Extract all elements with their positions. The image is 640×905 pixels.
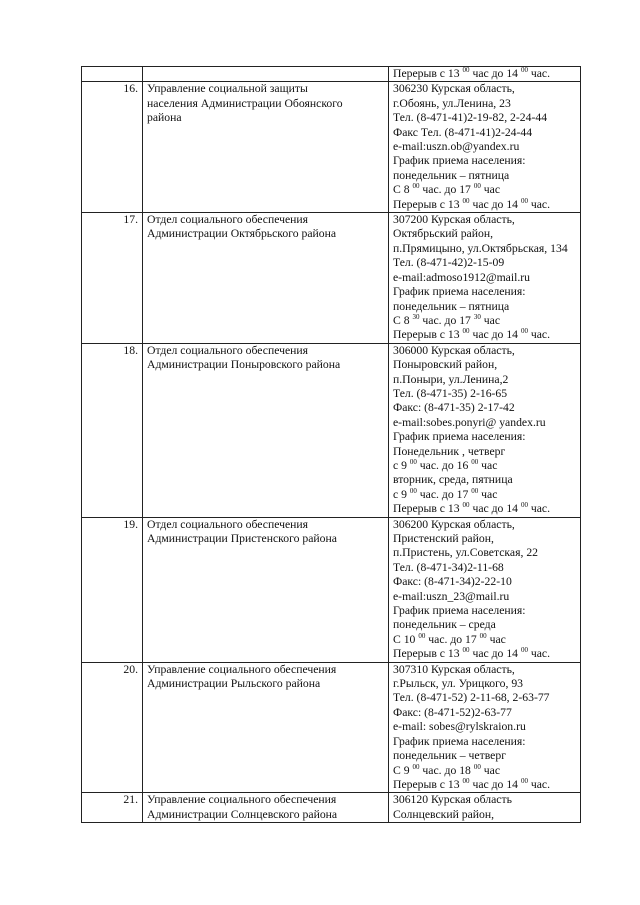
organization-name xyxy=(143,662,389,793)
contact-info-line xyxy=(393,604,576,618)
contact-info-line xyxy=(393,735,576,749)
time-minutes-superscript: 30 xyxy=(412,312,420,321)
document-table xyxy=(81,66,581,823)
time-minutes-superscript: 00 xyxy=(473,182,481,191)
contact-info-line xyxy=(393,328,576,342)
row-number: 21. xyxy=(82,793,143,823)
contact-info-text: Факс: (8-471-35) 2-17-42 xyxy=(393,401,515,415)
organization-name xyxy=(143,517,389,662)
time-minutes-superscript: 00 xyxy=(479,631,487,640)
contact-info-line xyxy=(393,344,576,358)
contact-info-line xyxy=(393,808,576,822)
time-minutes-superscript: 00 xyxy=(462,776,470,785)
contact-info-line xyxy=(393,706,576,720)
contact-info-line xyxy=(393,169,576,183)
contact-info-line xyxy=(393,459,576,473)
organization-name-line: Отдел социального обеспечения xyxy=(147,213,309,227)
organization-name-line: Отдел социального обеспечения xyxy=(147,343,309,357)
contact-info-text: Перерыв с 13 xyxy=(393,67,463,80)
contact-info-line xyxy=(393,97,576,111)
contact-info-text: С 8 xyxy=(393,183,413,197)
contact-info-text: Факс Тел. (8-471-41)2-24-44 xyxy=(393,125,533,139)
contact-info xyxy=(389,343,581,517)
time-minutes-superscript: 00 xyxy=(520,501,528,510)
contact-info-text: час. до 17 xyxy=(419,313,474,327)
contact-info-text: Поныровский район, xyxy=(393,358,498,372)
contact-info-text: понедельник – пятница xyxy=(393,299,510,313)
contact-info-line xyxy=(393,793,576,807)
organization-name-line: Администрации Рыльского района xyxy=(147,677,321,691)
contact-info-text: понедельник – среда xyxy=(393,618,496,632)
contact-info-line xyxy=(393,691,576,705)
contact-info-text: График приема населения: xyxy=(393,604,526,618)
contact-info-text: п.Прямицыно, ул.Октябрьская, 134 xyxy=(393,241,568,255)
contact-info-line xyxy=(393,213,576,227)
time-minutes-superscript: 00 xyxy=(462,196,470,205)
contact-info-text: График приема населения: xyxy=(393,734,526,748)
contact-info-line xyxy=(393,518,576,532)
organization-name-line: района xyxy=(147,111,182,125)
contact-info-text: час. xyxy=(527,777,551,791)
contact-info-text: Солнцевский район, xyxy=(393,807,495,821)
contact-info-text: e-mail:admoso1912@mail.ru xyxy=(393,270,531,284)
contact-info-line xyxy=(393,373,576,387)
contact-info-text: Перерыв с 13 xyxy=(393,328,463,342)
time-minutes-superscript: 00 xyxy=(462,66,470,74)
contact-info-line xyxy=(393,720,576,734)
time-minutes-superscript: 00 xyxy=(418,631,426,640)
organization-name-line: Управление социальной защиты xyxy=(147,82,308,96)
time-minutes-superscript: 00 xyxy=(409,486,417,495)
contact-info-line xyxy=(393,647,576,661)
contact-info-text: График приема населения: xyxy=(393,154,526,168)
time-minutes-superscript: 00 xyxy=(520,646,528,655)
contact-info-text: С 9 xyxy=(393,763,413,777)
contact-info-text: с 9 xyxy=(393,487,410,501)
contact-info-text: 307200 Курская область, xyxy=(393,213,515,227)
contact-info-line xyxy=(393,256,576,270)
contact-info-line xyxy=(393,764,576,778)
time-minutes-superscript: 00 xyxy=(471,457,479,466)
contact-info-text: Перерыв с 13 xyxy=(393,647,463,661)
contact-info-line xyxy=(393,561,576,575)
contact-info-text: График приема населения: xyxy=(393,285,526,299)
contact-info-line xyxy=(393,111,576,125)
contact-info-line xyxy=(393,749,576,763)
table-row xyxy=(82,662,581,793)
contact-info-text: e-mail:uszn_23@mail.ru xyxy=(393,589,510,603)
organization-name xyxy=(143,793,389,823)
contact-info-text: г.Рыльск, ул. Урицкого, 93 xyxy=(393,677,524,691)
contact-info-text: 306120 Курская область xyxy=(393,793,512,807)
contact-info-line xyxy=(393,285,576,299)
contact-info-text: Тел. (8-471-34)2-11-68 xyxy=(393,560,504,574)
table-row xyxy=(82,67,581,82)
contact-info-line xyxy=(393,445,576,459)
table-row xyxy=(82,517,581,662)
row-number: 18. xyxy=(82,343,143,517)
contact-info-text: час. до 18 xyxy=(419,763,474,777)
table-body xyxy=(82,67,581,823)
contact-info-text: Факс: (8-471-52)2-63-77 xyxy=(393,705,512,719)
contact-info-line xyxy=(393,778,576,792)
contact-info-text: час. xyxy=(527,502,551,516)
contact-info-text: час xyxy=(478,487,498,501)
contact-info-line xyxy=(393,358,576,372)
contact-info-line xyxy=(393,227,576,241)
contact-info-text: Тел. (8-471-52) 2-11-68, 2-63-77 xyxy=(393,691,550,705)
contact-info-line xyxy=(393,590,576,604)
contact-info-line xyxy=(393,430,576,444)
table-row xyxy=(82,793,581,823)
contact-info-text: 307310 Курская область, xyxy=(393,662,515,676)
contact-info-text: Перерыв с 13 xyxy=(393,777,463,791)
contact-info-text: час. до 17 xyxy=(425,632,480,646)
organization-name xyxy=(143,343,389,517)
contact-info-text: час до 14 xyxy=(469,328,521,342)
organization-name-line: Администрации Октябрьского района xyxy=(147,227,337,241)
time-minutes-superscript: 00 xyxy=(471,486,479,495)
contact-info-text: График приема населения: xyxy=(393,430,526,444)
contact-info-text: Тел. (8-471-35) 2-16-65 xyxy=(393,386,508,400)
contact-info-text: С 10 xyxy=(393,632,419,646)
contact-info-text: п.Пристень, ул.Советская, 22 xyxy=(393,546,539,560)
time-minutes-superscript: 00 xyxy=(462,501,470,510)
contact-info-text: час xyxy=(480,763,501,777)
contact-info-text: час. до 16 xyxy=(416,458,472,472)
contact-info-text: Пристенский район, xyxy=(393,532,494,545)
row-number: 17. xyxy=(82,213,143,344)
table-row xyxy=(82,343,581,517)
contact-info-text: 306200 Курская область, xyxy=(393,517,515,531)
contact-info-text: г.Обоянь, ул.Ленина, 23 xyxy=(393,96,511,110)
organization-name-line: Администрации Пристенского района xyxy=(147,532,337,545)
row-number: 16. xyxy=(82,82,143,213)
contact-info-text: С 8 xyxy=(393,313,413,327)
contact-info-line xyxy=(393,387,576,401)
contact-info-text: час. до 17 xyxy=(419,183,474,197)
contact-info-text: час. xyxy=(527,197,551,211)
contact-info-line xyxy=(393,242,576,256)
contact-info-text: час xyxy=(480,183,501,197)
contact-info-text: вторник, среда, пятница xyxy=(393,473,513,487)
contact-info-line xyxy=(393,67,576,81)
contact-info-line xyxy=(393,314,576,328)
organization-name xyxy=(143,82,389,213)
row-number: 19. xyxy=(82,517,143,662)
time-minutes-superscript: 00 xyxy=(462,327,470,336)
contact-info-line xyxy=(393,198,576,212)
time-minutes-superscript: 00 xyxy=(412,762,420,771)
time-minutes-superscript: 00 xyxy=(473,762,481,771)
contact-info-text: час xyxy=(480,313,501,327)
time-minutes-superscript: 00 xyxy=(520,196,528,205)
contact-info-text: Октябрьский район, xyxy=(393,227,494,241)
contact-info-line xyxy=(393,532,576,546)
contact-info-text: Перерыв с 13 xyxy=(393,502,463,516)
contact-info-text: Перерыв с 13 xyxy=(393,197,463,211)
time-minutes-superscript: 00 xyxy=(520,776,528,785)
organization-name xyxy=(143,213,389,344)
contact-info-line xyxy=(393,183,576,197)
contact-info-text: понедельник – пятница xyxy=(393,168,510,182)
time-minutes-superscript: 00 xyxy=(520,66,528,74)
contact-info-line xyxy=(393,82,576,96)
contact-info-text: час до 14 xyxy=(469,777,521,791)
organization-name-line: Администрации Поныровского района xyxy=(147,358,341,372)
contact-info-text: Понедельник , четверг xyxy=(393,444,506,458)
contact-info-text: час до 14 xyxy=(469,502,521,516)
contact-info-line xyxy=(393,502,576,516)
table-row xyxy=(82,213,581,344)
contact-info-line xyxy=(393,488,576,502)
organization-name-line: Отдел социального обеспечения xyxy=(147,517,309,531)
contact-info-text: e-mail: sobes@rylskraion.ru xyxy=(393,720,526,734)
contact-info-text: час до 14 xyxy=(469,67,521,80)
organization-name-line: населения Администрации Обоянского xyxy=(147,96,343,110)
table-row xyxy=(82,82,581,213)
contact-info-line xyxy=(393,677,576,691)
contact-info-text: e-mail:uszn.ob@yandex.ru xyxy=(393,140,520,154)
time-minutes-superscript: 00 xyxy=(409,457,417,466)
contact-info-line xyxy=(393,154,576,168)
time-minutes-superscript: 00 xyxy=(462,646,470,655)
contact-info-text: час xyxy=(486,632,506,646)
contact-info-line xyxy=(393,401,576,415)
contact-info-text: с 9 xyxy=(393,458,410,472)
contact-info-text: 306230 Курская область, xyxy=(393,82,515,96)
time-minutes-superscript: 30 xyxy=(473,312,481,321)
contact-info-text: e-mail:sobes.ponyri@ yandex.ru xyxy=(393,415,546,429)
contact-info-text: час до 14 xyxy=(469,197,521,211)
organization-name xyxy=(143,67,389,82)
contact-info xyxy=(389,662,581,793)
organization-name-line: Управление социального обеспечения xyxy=(147,793,337,807)
contact-info-line xyxy=(393,300,576,314)
row-number: 20. xyxy=(82,662,143,793)
organization-name-line: Управление социального обеспечения xyxy=(147,662,337,676)
contact-info-text: час. xyxy=(527,647,551,661)
contact-info xyxy=(389,793,581,823)
contact-info-line xyxy=(393,271,576,285)
contact-info-text: Тел. (8-471-42)2-15-09 xyxy=(393,256,505,270)
contact-info-text: час. xyxy=(527,328,551,342)
contact-info-text: 306000 Курская область, xyxy=(393,343,515,357)
contact-info-text: час. xyxy=(527,67,551,80)
contact-info-text: час. до 17 xyxy=(416,487,472,501)
contact-info-line xyxy=(393,140,576,154)
contact-info-text: час до 14 xyxy=(469,647,521,661)
contact-info-line xyxy=(393,575,576,589)
organization-name-line: Администрации Солнцевского района xyxy=(147,807,338,821)
contact-info-line xyxy=(393,618,576,632)
contact-info-line xyxy=(393,663,576,677)
contact-info-line xyxy=(393,473,576,487)
contact-info-text: понедельник – четверг xyxy=(393,749,507,763)
contact-info-line xyxy=(393,416,576,430)
contact-info-text: час xyxy=(478,458,498,472)
contact-info-line xyxy=(393,126,576,140)
contact-info-text: Тел. (8-471-41)2-19-82, 2-24-44 xyxy=(393,111,548,125)
contact-info xyxy=(389,517,581,662)
contact-info-line xyxy=(393,546,576,560)
time-minutes-superscript: 00 xyxy=(412,182,420,191)
contact-info xyxy=(389,82,581,213)
row-number xyxy=(82,67,143,82)
contact-info-text: п.Поныри, ул.Ленина,2 xyxy=(393,372,509,386)
contact-info-text: Факс: (8-471-34)2-22-10 xyxy=(393,575,512,589)
contact-info xyxy=(389,213,581,344)
time-minutes-superscript: 00 xyxy=(520,327,528,336)
contact-info-line xyxy=(393,633,576,647)
contact-info xyxy=(389,67,581,82)
